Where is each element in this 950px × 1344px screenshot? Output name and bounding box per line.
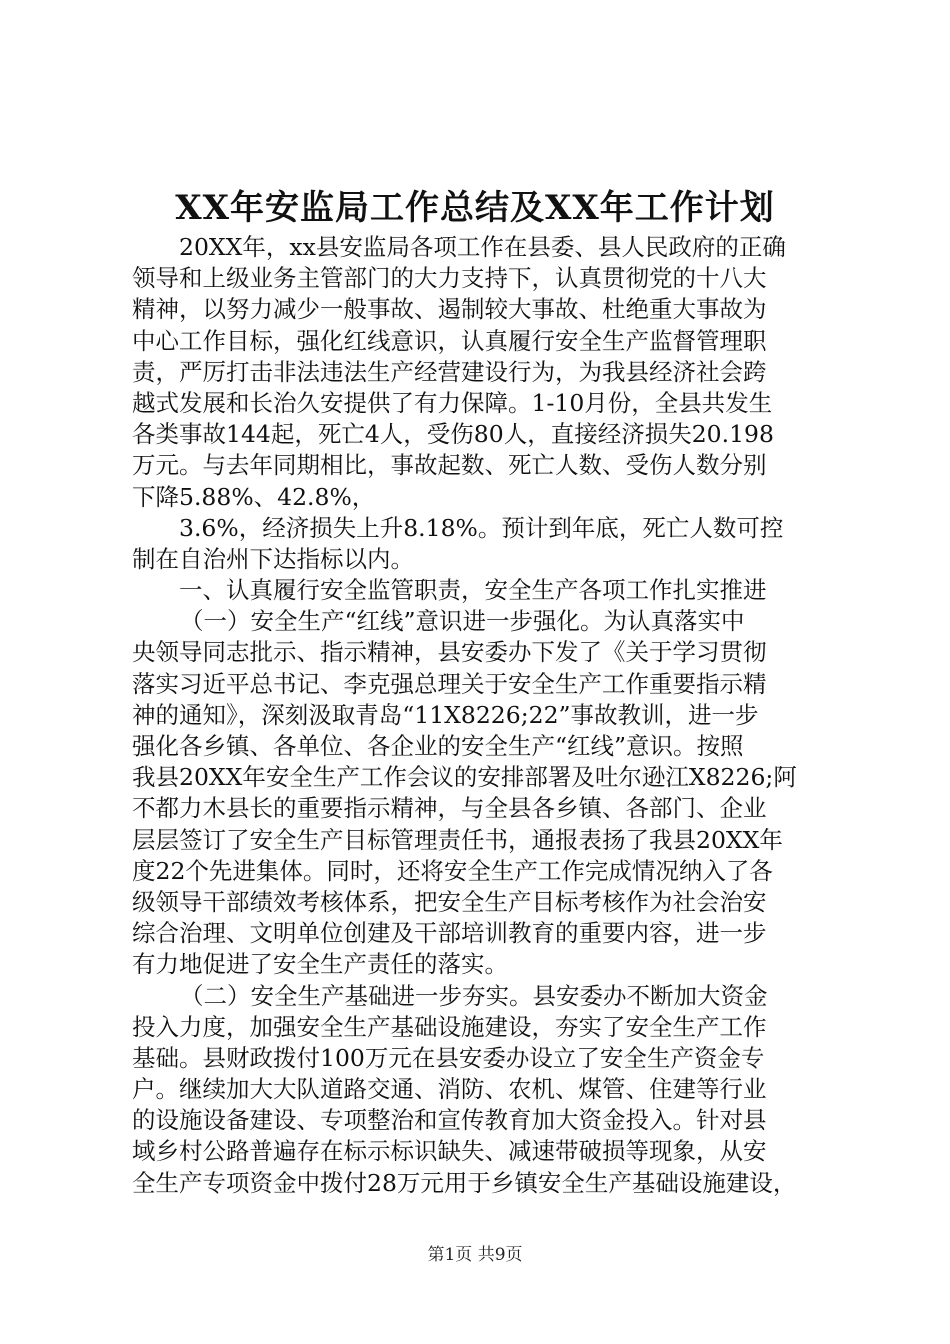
text-line: 基础。县财政拨付100万元在县安委办设立了安全生产资金专 [132,1043,765,1072]
subsection-paragraph-start: （一）安全生产“红线”意识进一步强化。为认真落实中 [180,607,745,636]
page-number-footer: 第1页 共9页 [427,1245,523,1265]
text-line: 下降5.88%、42.8%， [132,482,376,511]
text-line: 的设施设备建设、专项整治和宣传教育加大资金投入。针对县 [132,1106,767,1135]
text-line: 精神，以努力减少一般事故、遏制较大事故、杜绝重大事故为 [132,295,767,324]
text-line: 综合治理、文明单位创建及干部培训教育的重要内容，进一步 [132,919,767,948]
text-line: 层层签订了安全生产目标管理责任书，通报表扬了我县20XX年 [132,825,783,854]
section-heading: 一、认真履行安全监管职责，安全生产各项工作扎实推进 [179,576,767,605]
text-line: 中心工作目标，强化红线意识，认真履行安全生产监督管理职 [132,326,767,355]
text-line: 落实习近平总书记、李克强总理关于安全生产工作重要指示精 [132,669,767,698]
text-line: 投入力度，加强安全生产基础设施建设，夯实了安全生产工作 [132,1012,767,1041]
text-line: 度22个先进集体。同时，还将安全生产工作完成情况纳入了各 [132,856,773,885]
text-line: 领导和上级业务主管部门的大力支持下，认真贯彻党的十八大 [132,264,767,293]
document-title: XX年安监局工作总结及XX年工作计划 [175,188,775,228]
text-line: 央领导同志批示、指示精神，县安委办下发了《关于学习贯彻 [132,638,767,667]
text-line: 级领导干部绩效考核体系，把安全生产目标考核作为社会治安 [132,887,767,916]
text-line: 强化各乡镇、各单位、各企业的安全生产“红线”意识。按照 [132,732,744,760]
text-line: 制在自治州下达指标以内。 [132,544,414,573]
text-line: 我县20XX年安全生产工作会议的安排部署及吐尔逊江X8226;阿 [132,763,797,792]
text-line: 神的通知》，深刻汲取青岛“11X8226;22”事故教训，进一步 [132,700,759,729]
subsection-paragraph-start: （二）安全生产基础进一步夯实。县安委办不断加大资金 [180,981,768,1010]
document-body [132,232,838,1199]
text-line: 有力地促进了安全生产责任的落实。 [132,950,508,979]
text-line: 全生产专项资金中拨付28万元用于乡镇安全生产基础设施建设， [132,1168,797,1197]
text-line: 越式发展和长治久安提供了有力保障。1-10月份，全县共发生 [132,388,773,417]
text-line: 各类事故144起，死亡4人，受伤80人，直接经济损失20.198 [132,420,774,449]
text-line: 不都力木县长的重要指示精神，与全县各乡镇、各部门、企业 [132,794,767,823]
text-line: 域乡村公路普遍存在标示标识缺失、减速带破损等现象，从安 [132,1137,767,1166]
text-line: 3.6%，经济损失上升8.18%。预计到年底，死亡人数可控 [179,513,784,542]
text-line: 责，严厉打击非法违法生产经营建设行为，为我县经济社会跨 [132,357,767,386]
text-line: 20XX年，xx县安监局各项工作在县委、县人民政府的正确 [179,233,786,261]
text-line: 户。继续加大大队道路交通、消防、农机、煤管、住建等行业 [132,1075,767,1104]
text-line: 万元。与去年同期相比，事故起数、死亡人数、受伤人数分别 [132,451,767,480]
